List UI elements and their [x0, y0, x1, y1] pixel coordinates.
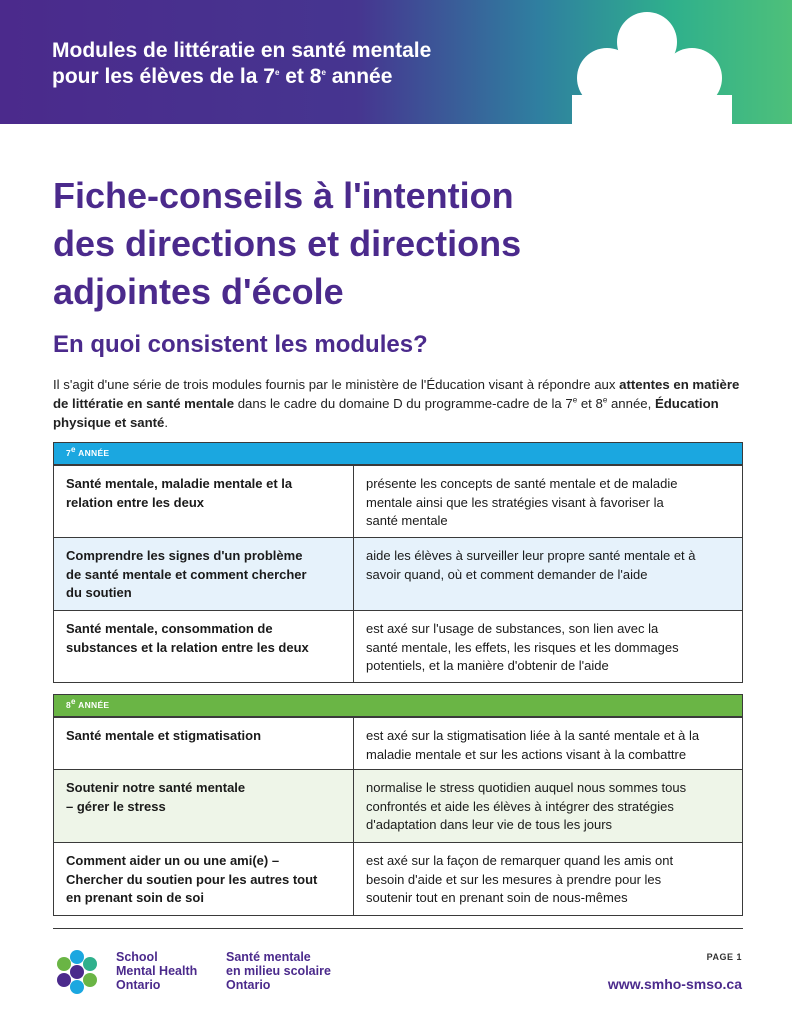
banner-title [52, 38, 532, 90]
table-row [54, 610, 742, 682]
module-title: Santé mentale, consommation de substances et la relation entre les deux [54, 611, 354, 682]
module-title: Comment aider un ou une ami(e) – Chercher du soutien pour les autres tout en prenant soin de soi [54, 843, 354, 915]
module-title: Comprendre les signes d'un problème de santé mentale et comment chercher du soutien [54, 538, 354, 610]
intro-paragraph: Il s'agit d'une série de trois modules fournis par le ministère de l'Éducation visant à répondre aux attentes en matière de littératie en santé mentale dans le cadre du domaine D du programme-cadre de la 7e et 8e année, Éducation physique et santé. [53, 377, 740, 430]
page-title-line3: adjointes d'école [53, 271, 344, 312]
section-heading: En quoi consistent les modules? [53, 331, 428, 358]
module-title: Soutenir notre santé mentale – gérer le stress [54, 770, 354, 842]
website-link[interactable]: www.smho-smso.ca [607, 976, 742, 992]
footer-divider [53, 928, 743, 929]
org-name-french: Santé mentale en milieu scolaire Ontario [226, 950, 331, 992]
module-title: Santé mentale, maladie mentale et la relation entre les deux [54, 466, 354, 537]
module-description: est axé sur la stigmatisation liée à la santé mentale et à la maladie mentale et sur les actions visant à la combattre [366, 728, 700, 762]
banner-title-line1: Modules de littératie en santé mentale [52, 39, 432, 62]
table-row [54, 769, 742, 842]
table-row [54, 537, 742, 610]
grade7-table [53, 442, 743, 683]
grade8-table [53, 694, 743, 916]
org-name-english: School Mental Health Ontario [116, 950, 198, 992]
table-row [54, 465, 742, 537]
module-description: est axé sur la façon de remarquer quand les amis ont besoin d'aide et sur les mesures à prendre pour les soutenir tout en prenant soin de nous-mêmes [366, 853, 674, 905]
header-banner [0, 0, 792, 124]
page-title [53, 172, 613, 316]
flower-logo-icon [552, 0, 752, 124]
table-row [54, 717, 742, 769]
module-description: est axé sur l'usage de substances, son lien avec la santé mentale, les effets, les risques et les dommages potentiels, et la manière d'obtenir de l'aide [366, 621, 679, 673]
grade7-header: 7e ANNÉE [54, 443, 742, 465]
banner-title-line2: pour les élèves de la 7e et 8e année [52, 65, 393, 88]
page-number: PAGE 1 [706, 952, 742, 962]
smho-logo-icon [53, 948, 101, 996]
table-row [54, 842, 742, 915]
page-title-line1: Fiche-conseils à l'intention [53, 175, 514, 216]
page-title-line2: des directions et directions [53, 223, 522, 264]
module-title: Santé mentale et stigmatisation [54, 718, 354, 769]
module-description: normalise le stress quotidien auquel nous sommes tous confrontés et aide les élèves à intégrer des stratégies d'adaptation dans leur vie de tous les jours [366, 780, 687, 832]
grade8-header: 8e ANNÉE [54, 695, 742, 717]
module-description: aide les élèves à surveiller leur propre santé mentale et à savoir quand, où et comment demander de l'aide [366, 548, 696, 582]
module-description: présente les concepts de santé mentale et de maladie mentale ainsi que les stratégies visant à favoriser la santé mentale [366, 476, 678, 528]
